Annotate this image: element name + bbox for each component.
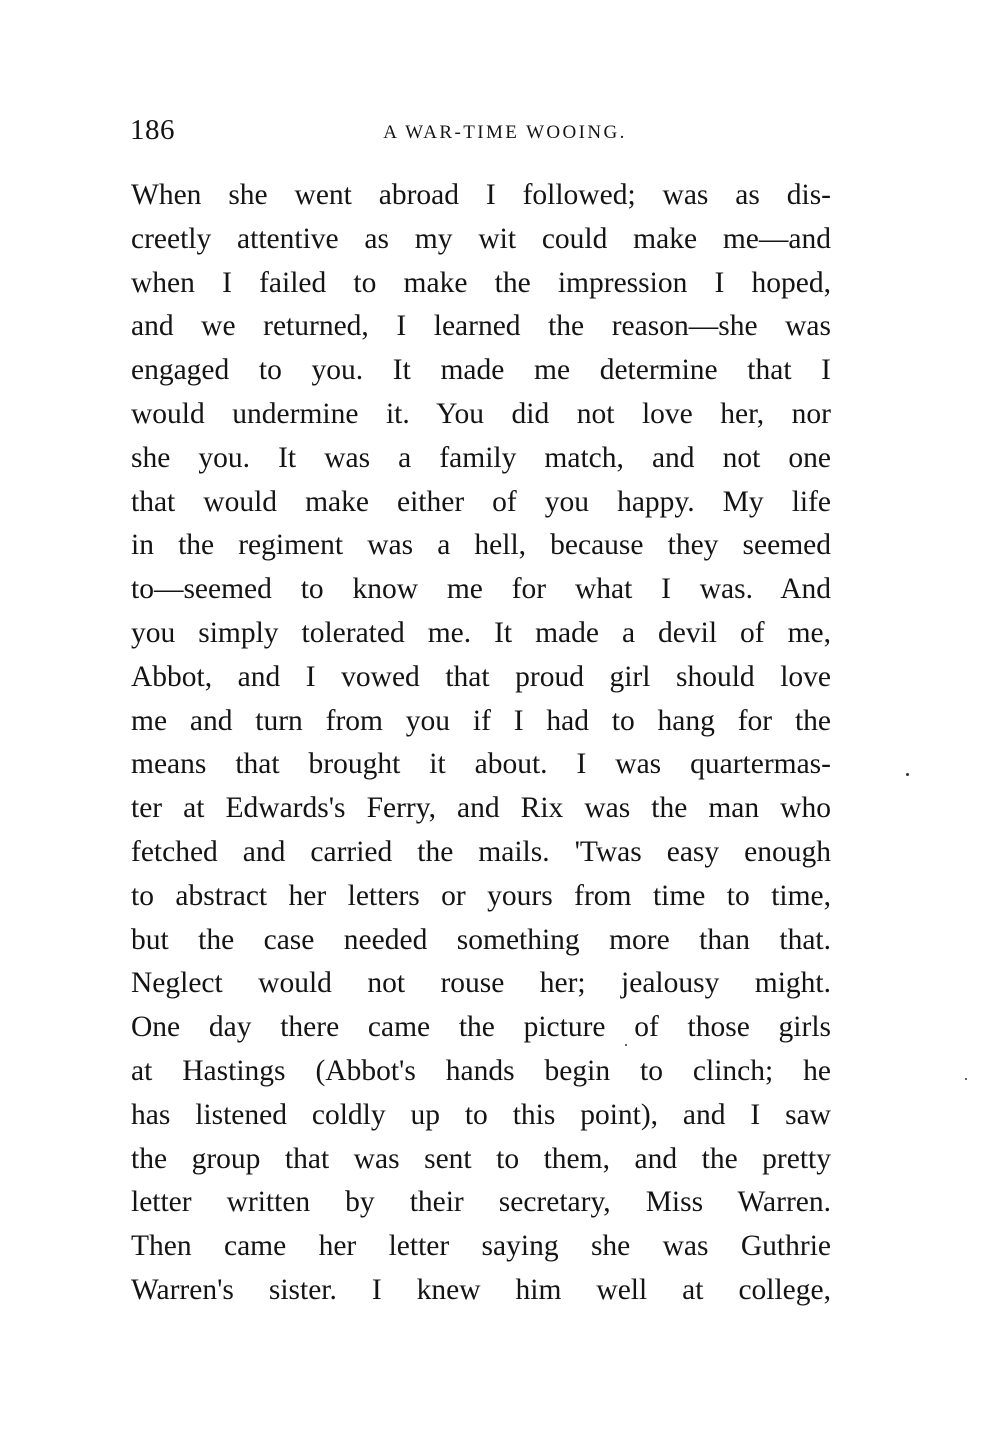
text-line: One day there came the picture of those girls: [131, 1011, 831, 1044]
text-line: ter at Edwards's Ferry, and Rix was the man who: [131, 792, 831, 825]
text-line: that would make either of you happy. My life: [131, 485, 831, 518]
text-line: the group that was sent to them, and the pretty: [131, 1142, 831, 1175]
text-line: me and turn from you if I had to hang for the: [131, 704, 831, 737]
text-line: creetly attentive as my wit could make me—and: [131, 222, 831, 255]
text-line: engaged to you. It made me determine that I: [131, 354, 831, 387]
text-line: but the case needed something more than that.: [131, 923, 831, 956]
text-speck: [625, 1044, 627, 1046]
text-line: Warren's sister. I knew him well at college,: [131, 1273, 831, 1306]
text-line: Abbot, and I vowed that proud girl should love: [131, 660, 831, 693]
text-line: would undermine it. You did not love her, nor: [131, 397, 831, 430]
text-line: Neglect would not rouse her; jealousy might.: [131, 967, 831, 1000]
text-line: and we returned, I learned the reason—she was: [131, 310, 831, 343]
margin-speck: [965, 1078, 967, 1080]
text-line: Then came her letter saying she was Guthrie: [131, 1230, 831, 1263]
text-line: means that brought it about. I was quartermas-: [131, 748, 831, 781]
margin-speck: [906, 773, 909, 776]
text-line: to—seemed to know me for what I was. And: [131, 573, 831, 606]
page-number: 186: [130, 114, 175, 146]
text-line: has listened coldly up to this point), and I saw: [131, 1098, 831, 1131]
body-text: [131, 174, 831, 1313]
text-line: you simply tolerated me. It made a devil of me,: [131, 616, 831, 649]
text-line: at Hastings (Abbot's hands begin to clinch; he: [131, 1054, 831, 1087]
text-line: When she went abroad I followed; was as dis-: [131, 179, 831, 211]
text-line: to abstract her letters or yours from time to time,: [131, 879, 831, 912]
running-head: A WAR-TIME WOOING.: [383, 122, 627, 143]
text-line: letter written by their secretary, Miss Warren.: [131, 1186, 831, 1219]
text-line: fetched and carried the mails. 'Twas easy enough: [131, 835, 831, 868]
text-line: she you. It was a family match, and not one: [131, 441, 831, 474]
text-line: when I failed to make the impression I hoped,: [131, 266, 831, 299]
text-line: in the regiment was a hell, because they seemed: [131, 529, 831, 562]
